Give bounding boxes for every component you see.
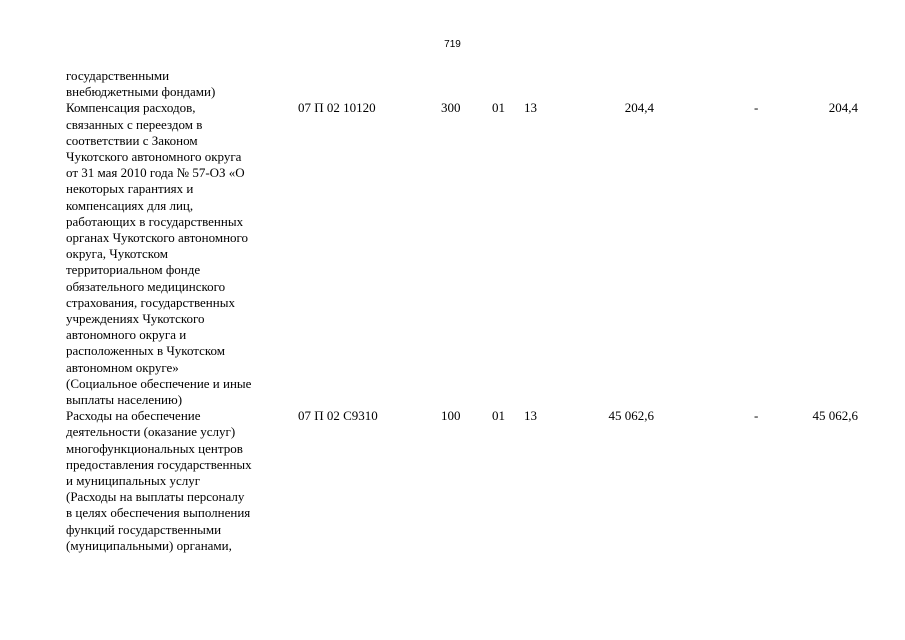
row-sum-1: 45 062,6 bbox=[608, 408, 654, 424]
row-description: Компенсация расходов, связанных с переездом в соответствии с Законом Чукотского автономного округа от 31 мая 2010 года № 57-ОЗ «О некоторых гарантиях и компенсациях для лиц, работающих в государственных органах Чукотского автономного округа, Чукотском территориальном фонде обязательного медицинского страхования, государственных учреждениях Чукотского автономного округа и расположенных в Чукотском автономном округе» (Социальное обеспечение и иные выплаты населению) bbox=[66, 100, 252, 408]
row-sum-2: 204,4 bbox=[828, 100, 858, 116]
row-code: 07 П 02 С9310 bbox=[298, 408, 378, 424]
row-code: 07 П 02 10120 bbox=[298, 100, 376, 116]
row-pr: 13 bbox=[524, 408, 537, 424]
row-dash: - bbox=[754, 408, 759, 424]
row-vr: 100 bbox=[441, 408, 461, 424]
table-row bbox=[66, 100, 866, 408]
row-description: государственными внебюджетными фондами) bbox=[66, 68, 216, 100]
row-dash: - bbox=[754, 100, 759, 116]
budget-table bbox=[66, 68, 866, 554]
table-row bbox=[66, 68, 866, 100]
row-rz: 01 bbox=[492, 408, 505, 424]
row-description: Расходы на обеспечение деятельности (оказание услуг) многофункциональных центров предоставления государственных и муниципальных услуг (Расходы на выплаты персоналу в целях обеспечения выполнения функций государственными (муниципальными) органами, bbox=[66, 408, 252, 553]
page-number: 719 bbox=[444, 39, 461, 50]
table-row bbox=[66, 408, 866, 554]
row-vr: 300 bbox=[441, 100, 461, 116]
row-sum-2: 45 062,6 bbox=[812, 408, 858, 424]
row-sum-1: 204,4 bbox=[624, 100, 654, 116]
row-rz: 01 bbox=[492, 100, 505, 116]
row-pr: 13 bbox=[524, 100, 537, 116]
